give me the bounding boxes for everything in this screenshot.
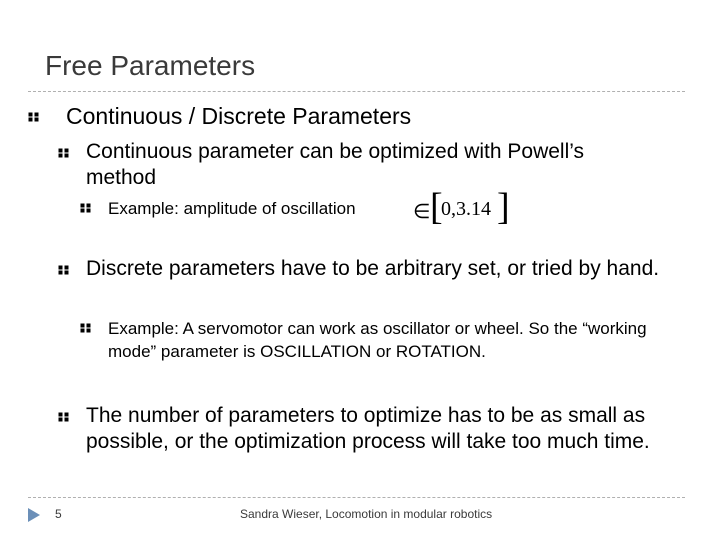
footer-divider [28, 497, 685, 498]
bullet-text: Example: A servomotor can work as oscillator or wheel. So the “working mode” parameter is OSCILLATION or ROTATION. [108, 319, 647, 361]
square-bullet-icon [80, 323, 91, 333]
interval-value: 0,3.14 [441, 198, 491, 220]
footer-text: Sandra Wieser, Locomotion in modular robotics [240, 507, 493, 521]
square-bullet-icon [80, 203, 91, 213]
slide-title: Free Parameters [45, 50, 256, 81]
square-bullet-icon [58, 412, 69, 422]
bullet-text: Discrete parameters have to be arbitrary set, or tried by hand. [86, 257, 660, 280]
page-number: 5 [55, 507, 62, 521]
bullet-text: Example: amplitude of oscillation [108, 199, 356, 218]
open-bracket: [ [430, 186, 443, 228]
square-bullet-icon [58, 265, 69, 275]
bullet-text: The number of parameters to optimize has to be as small as possible, or the optimization process will take too much time. [86, 404, 650, 453]
close-bracket: ] [497, 186, 510, 228]
title-divider [28, 91, 685, 92]
square-bullet-icon [28, 112, 39, 122]
element-of-symbol: ∈ [413, 201, 431, 223]
bullet-text: Continuous / Discrete Parameters [66, 103, 412, 129]
bullet-text: Continuous parameter can be optimized with Powell’s method [86, 140, 585, 189]
triangle-marker-icon [28, 508, 40, 525]
square-bullet-icon [58, 148, 69, 158]
